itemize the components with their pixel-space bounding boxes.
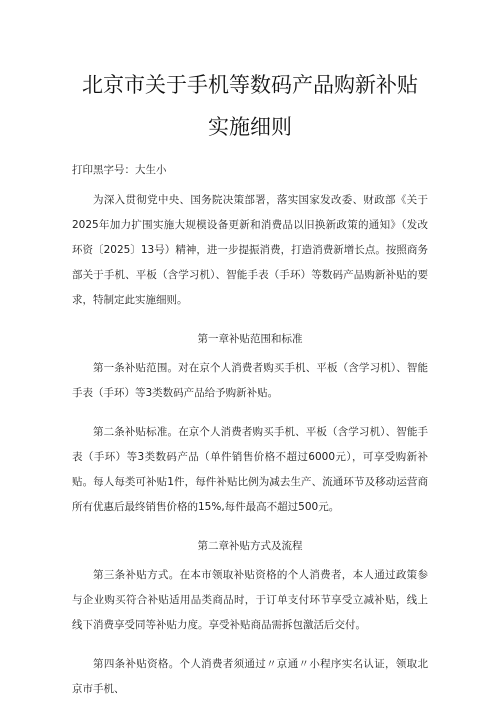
chapter-heading-1: 第一章补贴范围和标准 [197,333,303,345]
document-title: 北京市关于手机等数码产品购新补贴实施细则 [82,73,418,139]
print-font-size-note: 打印黑字号：大生小 [72,164,167,176]
article-2: 第二条补贴标准。在京个人消费者购买手机、平板（含学习机）、智能手表（手环）等3类数码产品（单件销售价格不超过6000元），可享受购新补贴。每人每类可补贴1件，每件补贴比例为减去生产、流通环节及移动运营商所有优惠后最终销售价格的15%,每件最高不超过500元。 [72,426,428,513]
chapter-heading-2: 第二章补贴方式及流程 [197,540,303,552]
article-1: 第一条补贴范围。对在京个人消费者购买手机、平板（含学习机）、智能手表（手环）等3类数码产品给予购新补贴。 [72,362,428,399]
intro-paragraph: 为深入贯彻党中央、国务院决策部署，落实国家发改委、财政部《关于2025年加力扩围实施大规模设备更新和消费品以旧换新政策的通知》（发改环资〔2025〕13号）精神，进一步提振消费，打造消费新增长点。按照商务部关于手机、平板（含学习机）、智能手表（手环）等数码产品购新补贴的要求，特制定此实施细则。 [72,194,428,306]
article-3: 第三条补贴方式。在本市领取补贴资格的个人消费者，本人通过政策参与企业购买符合补贴适用品类商品时，于订单支付环节享受立减补贴，线上线下消费享受同等补贴力度。享受补贴商品需拆包激活后交付。 [72,569,428,631]
article-4: 第四条补贴资格。个人消费者须通过〃京通〃小程序实名认证，领取北京市手机、 [72,658,428,695]
